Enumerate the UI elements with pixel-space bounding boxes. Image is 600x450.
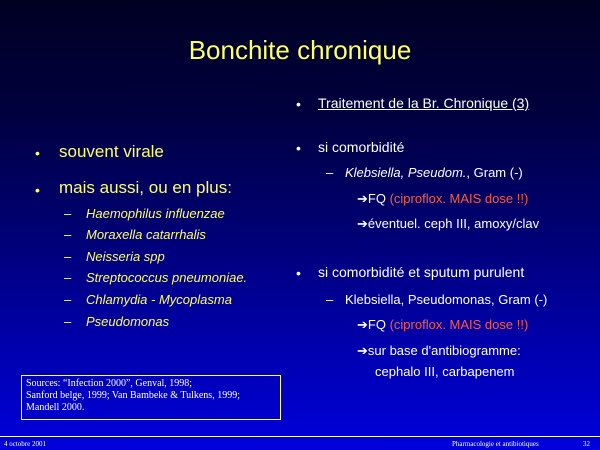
sputum-carbapenem: cephalo III, carbapenem [375, 364, 515, 379]
comorb-label: si comorbidité [318, 139, 405, 155]
dash-icon: – [64, 249, 72, 264]
footer-date: 4 octobre 2001 [4, 440, 46, 448]
left-item-viral: souvent virale [59, 142, 164, 161]
sources-line: Mandell 2000. [26, 402, 85, 413]
footer-course: Pharmacologie et antibiotiques [452, 440, 539, 448]
organism-item: Streptococcus pneumoniae. [86, 270, 248, 285]
organism-item: Neisseria spp [86, 249, 165, 264]
comorb-sub-rest: , Gram (-) [466, 165, 523, 180]
dash-icon: – [64, 227, 72, 242]
right-heading: Traitement de la Br. Chronique (3) [318, 95, 530, 111]
dash-icon: – [64, 270, 72, 285]
bullet-icon: • [296, 140, 301, 156]
bullet-icon: • [296, 265, 301, 281]
arrow-icon: ➔ [357, 216, 368, 231]
sources-box [21, 375, 281, 420]
comorb-sub [345, 165, 523, 180]
arrow-icon: ➔ [357, 317, 368, 332]
dash-icon: – [326, 292, 334, 307]
comorb-sub-italic: Klebsiella, Pseudom. [345, 165, 467, 180]
bullet-icon: • [35, 145, 40, 161]
organism-item: Moraxella catarrhalis [86, 227, 206, 242]
bullet-icon: • [296, 96, 301, 112]
sources-line: Sources: “Infection 2000”, Genval, 1998; [26, 378, 193, 389]
slide-title: Bonchite chronique [188, 35, 412, 65]
comorb-arrow-line-1 [357, 191, 528, 207]
dash-icon: – [64, 292, 72, 307]
sputum-cipro: (ciproflox. MAIS dose !!) [389, 317, 529, 332]
sources-line: Sanford belge, 1999; Van Bambeke & Tulkens, 1999; [26, 390, 240, 401]
sputum-fq: FQ [367, 317, 390, 332]
footer-page: 32 [583, 440, 590, 448]
comorb-arrow-line-2 [357, 216, 539, 232]
sputum-sub: Klebsiella, Pseudomonas, Gram (-) [345, 292, 548, 307]
comorb-fq: FQ [367, 191, 390, 206]
sputum-label: si comorbidité et sputum purulent [318, 264, 525, 280]
dash-icon: – [326, 165, 334, 180]
sputum-antibiogram: sur base d'antibiogramme: [367, 343, 521, 358]
organism-item: Chlamydia - Mycoplasma [86, 292, 232, 307]
organism-item: Pseudomonas [86, 314, 170, 329]
dash-icon: – [64, 314, 72, 329]
comorb-ceph: éventuel. ceph III, amoxy/clav [367, 216, 540, 231]
comorb-cipro: (ciproflox. MAIS dose !!) [389, 191, 529, 206]
sputum-arrow-line-1 [357, 317, 528, 333]
bullet-icon: • [35, 182, 40, 198]
left-item-also: mais aussi, ou en plus: [59, 178, 232, 197]
arrow-icon: ➔ [357, 191, 368, 206]
sputum-arrow-line-2 [357, 343, 521, 359]
footer-divider [0, 436, 600, 437]
dash-icon: – [64, 206, 72, 221]
arrow-icon: ➔ [357, 343, 368, 358]
organism-item: Haemophilus influenzae [86, 206, 225, 221]
